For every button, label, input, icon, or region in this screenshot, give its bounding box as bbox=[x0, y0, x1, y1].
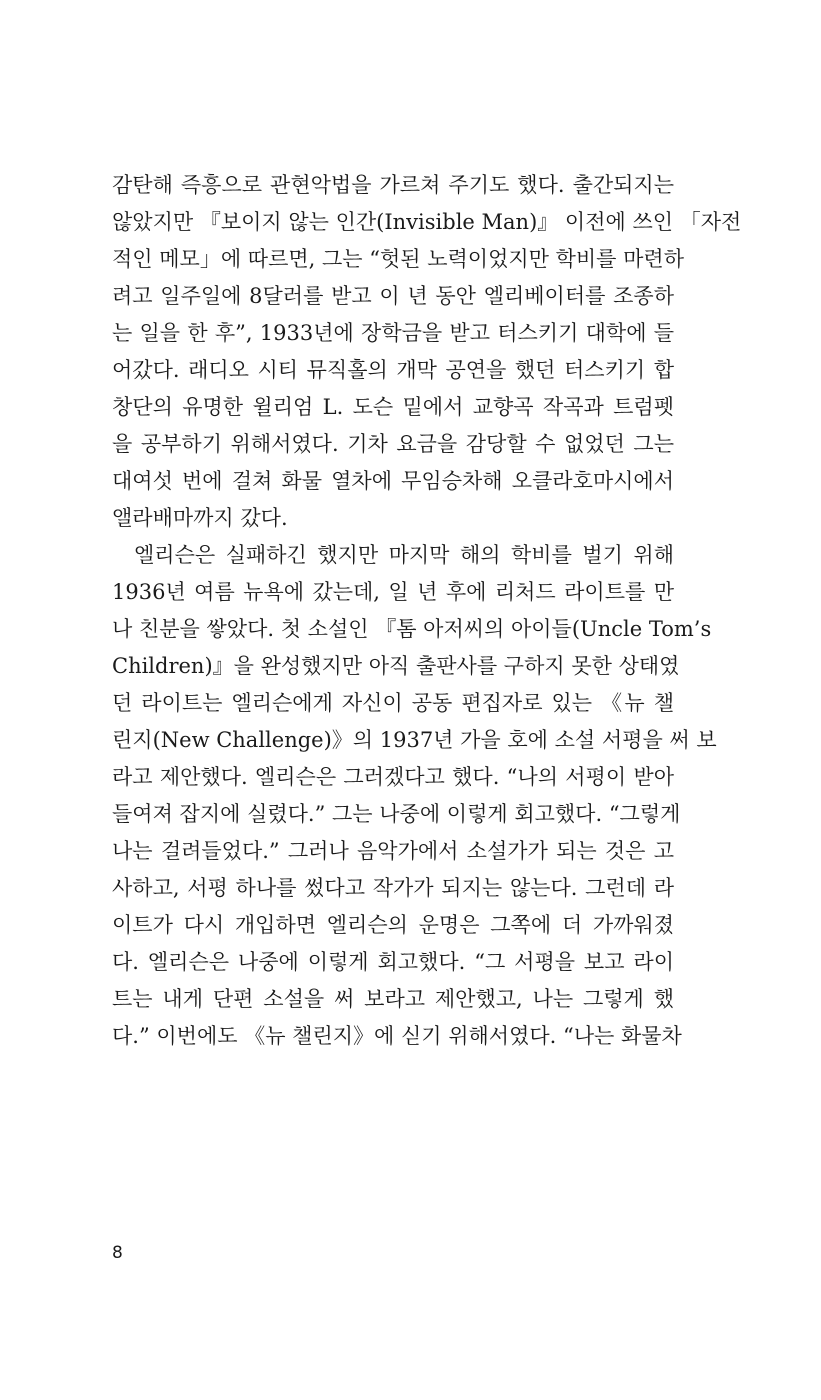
text-line: 던 라이트는 엘리슨에게 자신이 공동 편집자로 있는 《뉴 챌 bbox=[112, 691, 674, 715]
text-line: 이트가 다시 개입하면 엘리슨의 운명은 그쪽에 더 가까워졌 bbox=[112, 913, 674, 937]
text-line: 트는 내게 단편 소설을 써 보라고 제안했고, 나는 그렇게 했 bbox=[112, 987, 674, 1011]
page-number: 8 bbox=[112, 1243, 123, 1263]
text-line: Children)』을 완성했지만 아직 출판사를 구하지 못한 상태였 bbox=[112, 654, 680, 678]
text-line: 나 친분을 쌓았다. 첫 소설인 『톰 아저씨의 아이들(Uncle Tom’s bbox=[112, 617, 712, 641]
text-line: 나는 걸려들었다.” 그러나 음악가에서 소설가가 되는 것은 고 bbox=[112, 839, 674, 863]
text-line: 을 공부하기 위해서였다. 기차 요금을 감당할 수 없었던 그는 bbox=[112, 432, 674, 456]
text-line: 적인 메모」에 따르면, 그는 “헛된 노력이었지만 학비를 마련하 bbox=[112, 247, 685, 271]
text-line: 어갔다. 래디오 시티 뮤직홀의 개막 공연을 했던 터스키기 합 bbox=[112, 358, 674, 382]
text-line: 1936년 여름 뉴욕에 갔는데, 일 년 후에 리처드 라이트를 만 bbox=[112, 580, 674, 604]
text-line: 않았지만 『보이지 않는 인간(Invisible Man)』 이전에 쓰인 「자전 bbox=[112, 210, 742, 234]
text-line: 들여져 잡지에 실렸다.” 그는 나중에 이렇게 회고했다. “그렇게 bbox=[112, 802, 681, 826]
text-line: 라고 제안했다. 엘리슨은 그러겠다고 했다. “나의 서평이 받아 bbox=[112, 765, 674, 789]
text-line-paragraph-start: 엘리슨은 실패하긴 했지만 마지막 해의 학비를 벌기 위해 bbox=[134, 543, 674, 567]
text-line: 감탄해 즉흥으로 관현악법을 가르쳐 주기도 했다. 출간되지는 bbox=[112, 173, 674, 197]
text-line: 린지(New Challenge)》의 1937년 가을 호에 소설 서평을 써 보 bbox=[112, 728, 717, 752]
text-line-paragraph-end: 앨라배마까지 갔다. bbox=[112, 506, 288, 530]
text-line: 다.” 이번에도 《뉴 챌린지》에 싣기 위해서였다. “나는 화물차 bbox=[112, 1024, 682, 1048]
text-line: 대여섯 번에 걸쳐 화물 열차에 무임승차해 오클라호마시에서 bbox=[112, 469, 674, 493]
body-text bbox=[112, 167, 742, 1055]
text-line: 사하고, 서평 하나를 썼다고 작가가 되지는 않는다. 그런데 라 bbox=[112, 876, 674, 900]
text-line: 려고 일주일에 8달러를 받고 이 년 동안 엘리베이터를 조종하 bbox=[112, 284, 674, 308]
text-line: 는 일을 한 후”, 1933년에 장학금을 받고 터스키기 대학에 들 bbox=[112, 321, 674, 345]
text-line: 창단의 유명한 윌리엄 L. 도슨 밑에서 교향곡 작곡과 트럼펫 bbox=[112, 395, 674, 419]
text-line: 다. 엘리슨은 나중에 이렇게 회고했다. “그 서평을 보고 라이 bbox=[112, 950, 674, 974]
